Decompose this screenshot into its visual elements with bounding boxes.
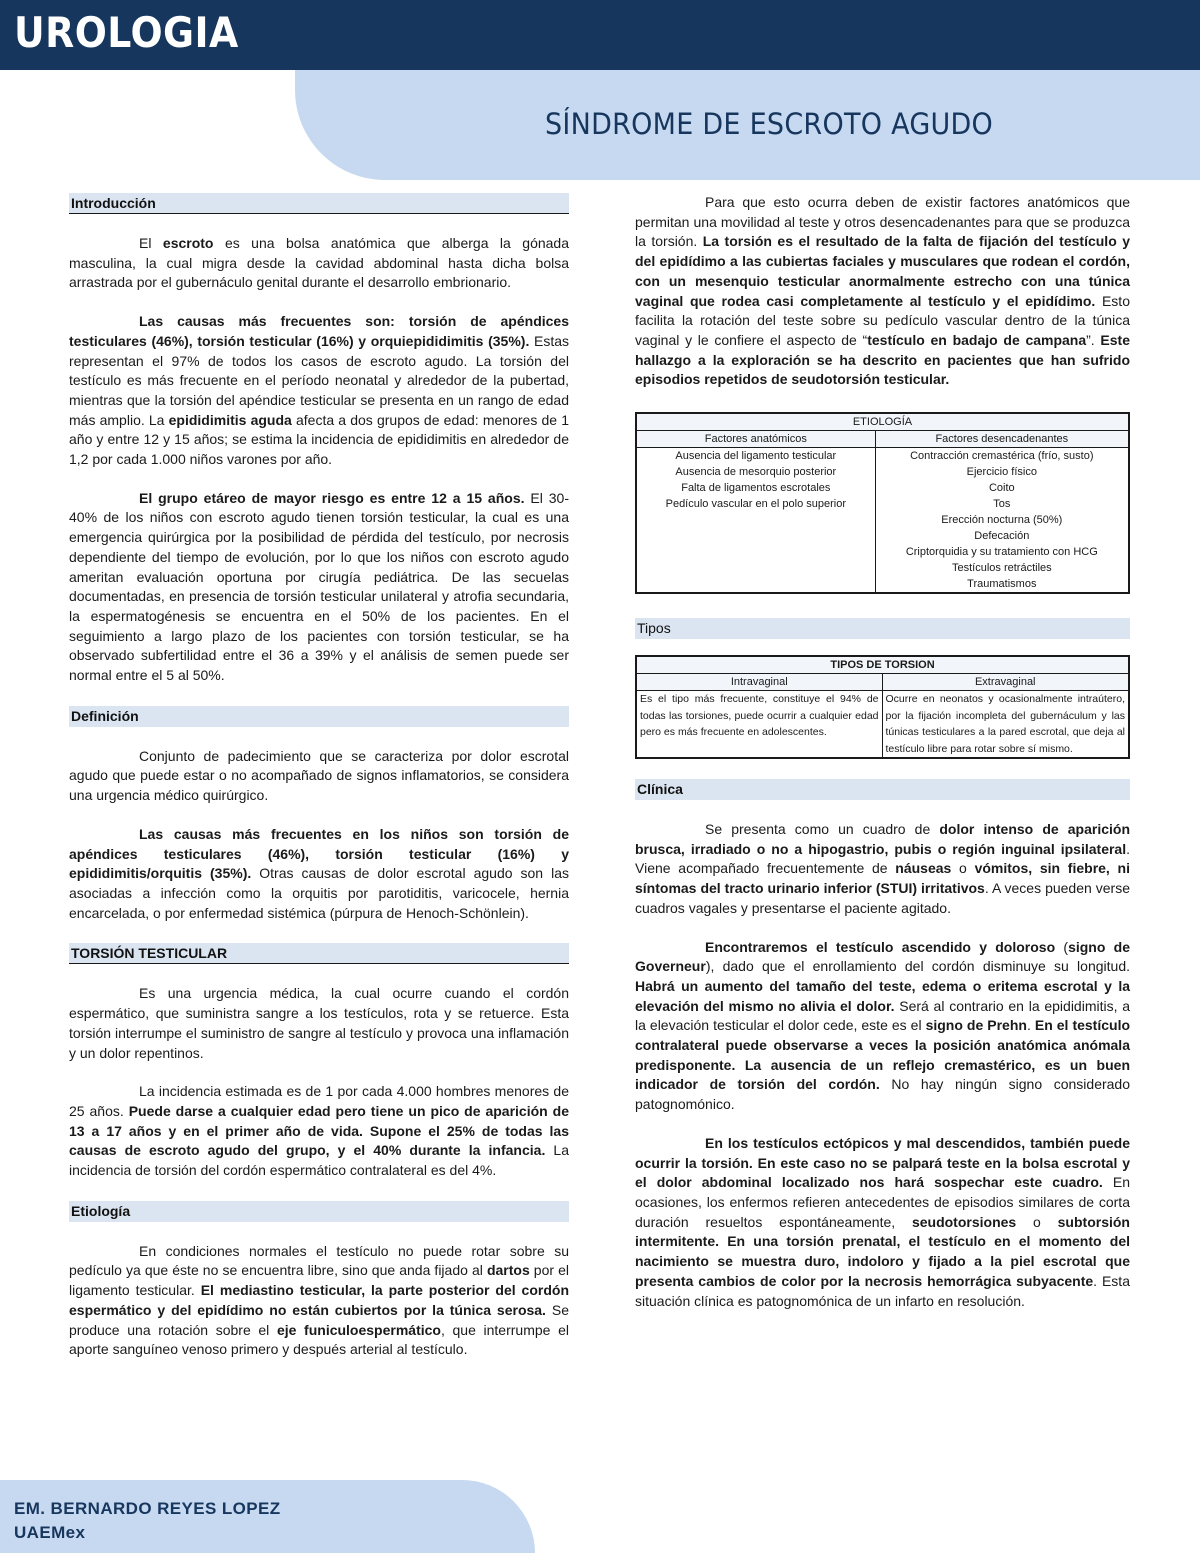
list-item: Pedículo vascular en el polo superior xyxy=(665,498,846,511)
list-item: Defecación xyxy=(974,530,1030,543)
column-header: Intravaginal xyxy=(636,674,882,691)
bold-text: eje funiculoespermático xyxy=(276,1321,441,1338)
list-item: Criptorquidia y su tratamiento con HCG xyxy=(905,546,1098,559)
text-run: La incidencia de torsión del cordón espermático contralateral es del 4%. xyxy=(69,1142,569,1179)
list-item: Erección nocturna (50%) xyxy=(941,514,1063,527)
section-heading-definicion: Definición xyxy=(69,706,569,727)
text-run: Será al contrario en la epididimitis, a la elevación testicular el dolor cede, este es el xyxy=(635,997,1131,1034)
left-column xyxy=(69,193,569,1360)
bold-text: Puede darse a cualquier edad pero tiene un pico de aparición de 13 a 17 años y en el primer año de vida. Supone el 25% de todas las causas de escroto agudo del grupo, y el 40% durante la infancia. xyxy=(69,1102,569,1159)
bold-text: dolor intenso de aparición brusca, irradiado o no a hipogastrio, pubis o región inguinal ipsilateral xyxy=(635,821,1130,857)
text-run: . xyxy=(1026,1017,1035,1034)
text-run: , que interrumpe el aporte sanguíneo venoso primero y después arterial al testículo. xyxy=(69,1321,569,1358)
text-run: Se produce una rotación sobre el xyxy=(69,1301,569,1338)
paragraph xyxy=(69,1242,569,1360)
table-caption: TIPOS DE TORSION xyxy=(636,656,1129,674)
text-run: ), dado que el enrollamiento del cordón disminuye su longitud. xyxy=(705,958,1130,975)
text-run: El xyxy=(139,235,163,251)
text-run: ”. xyxy=(1086,331,1101,348)
author-institution: UAEMex xyxy=(14,1523,86,1542)
list-item: Falta de ligamentos escrotales xyxy=(681,482,831,495)
text-run: Otras causas de dolor escrotal agudo son las asociadas a infección como la orquitis por parotiditis, varicocele, hernia encarcelada, o por enfermedad sistémica (púrpura de Henoch-Schönlein). xyxy=(69,865,569,921)
paragraph xyxy=(635,820,1130,919)
bold-text: En los testículos ectópicos y mal descendidos, también puede ocurrir la torsión. En este caso no se palpará teste en la bolsa escrotal y el dolor abdominal localizado nos hará sospechar este cuadro. xyxy=(635,1134,1130,1191)
section-heading-clinica: Clínica xyxy=(635,779,1130,800)
text-run: Estas representan el 97% de todos los casos de escroto agudo. La torsión del testículo es más frecuente en el período neonatal y alrededor de la pubertad, mientras que la torsión del apéndice testicular se presenta en un rango de edad más amplio. La xyxy=(69,332,569,428)
bold-text: El mediastino testicular, la parte posterior del cordón espermático y del epidídimo no están cubiertos por la túnica serosa. xyxy=(69,1282,570,1318)
column-header: Factores desencadenantes xyxy=(875,431,1129,448)
bold-text: La torsión es el resultado de la falta de fijación del testículo y del epidídimo a las cubiertas faciales y musculares que rodean el cordón, con un mesenquio testicular anormalmente estrecho con una túnica vaginal que rodea casi completamente al testículo y el epidídimo. xyxy=(635,233,1130,309)
text-run: es una bolsa anatómica que alberga la gónada masculina, la cual migra desde la cavidad abdominal hasta dicha bolsa arrastrada por el gubernáculo genital durante el desarrollo embrionario. xyxy=(69,235,569,291)
list-item: Coito xyxy=(988,482,1015,495)
list-item: Ausencia del ligamento testicular xyxy=(675,450,837,463)
text-run: Es una urgencia médica, la cual ocurre cuando el cordón espermático, que suministra sangre a los testículos, rota y se retuerce. Esta torsión interrumpe el suministro de sangre al testículo y provoca una inflamación y un dolor repentinos. xyxy=(69,985,569,1061)
text-run: Se presenta como un cuadro de xyxy=(705,821,940,838)
bold-text: Las causas más frecuentes son: torsión de apéndices testiculares (46%), torsión testicular (16%) y orquiepididimitis (35%). xyxy=(69,313,569,349)
bold-text: Las causas más frecuentes en los niños son torsión de apéndices testiculares (46%), torsión testicular (16%) y epididimitis/orquitis (35%). xyxy=(69,825,569,882)
text-run: afecta a dos grupos de edad: menores de 1 año y entre 12 y 15 años; se estima la incidencia de epididimitis en alrededor de 1,2 por cada 1.000 niños varones por año. xyxy=(69,411,570,468)
paragraph xyxy=(69,1082,569,1181)
text-run: . A veces pueden verse cuadros vagales y presentarse el paciente agitado. xyxy=(635,880,1130,916)
text-run: En ocasiones, los enfermos refieren antecedentes de episodios similares de corta duración resueltos espontáneamente, xyxy=(635,1174,1130,1230)
journal-title: UROLOGIA xyxy=(14,8,239,57)
list-item: Contracción cremastérica (frío, susto) xyxy=(910,450,1094,463)
table-cell: Es el tipo más frecuente, constituye el 94% de todas las torsiones, puede ocurrir a cualquier edad pero es más frecuente en adolescentes. xyxy=(640,693,879,739)
text-run: ( xyxy=(1055,938,1069,955)
bold-text: náuseas xyxy=(895,860,952,877)
bold-text: signo de Prehn xyxy=(925,1017,1027,1034)
section-heading-tipos: Tipos xyxy=(635,618,1130,639)
section-heading-etiologia: Etiología xyxy=(69,1201,569,1222)
paragraph xyxy=(69,747,569,806)
paragraph xyxy=(635,1134,1130,1311)
section-heading-torsion-testicular: TORSIÓN TESTICULAR xyxy=(69,943,569,964)
bold-text: subtorsión intermitente. En una torsión prenatal, el testículo en el momento del nacimiento se muestra duro, indoloro y fijado a la piel escrotal que presenta cambios de color por la necrosis hemorrágica subyacente xyxy=(635,1213,1130,1289)
text-run: Esto facilita la rotación del teste sobre su pedículo vascular dentro de la túnica vaginal y le confiere el aspecto de “ xyxy=(635,292,1130,348)
right-column xyxy=(635,193,1130,1311)
text-run: . Viene acompañado frecuentemente de xyxy=(635,840,1130,877)
bold-text: escroto xyxy=(162,235,214,251)
text-run: Para que esto ocurra deben de existir factores anatómicos que permitan una movilidad al teste y otros desencadenantes para que se produzca la torsión. xyxy=(635,194,1130,250)
trigger-factors-list xyxy=(875,448,1129,594)
column-header: Extravaginal xyxy=(882,674,1129,691)
bold-text: seudotorsiones xyxy=(911,1213,1017,1230)
table-caption: ETIOLOGÍA xyxy=(636,413,1129,431)
table-cell: Ocurre en neonatos y ocasionalmente intraútero, por la fijación incompleta del gubernáculum y las túnicas testiculares a la pared escrotal, que deja al testículo libre para rotar sobre sí mismo. xyxy=(882,691,1129,759)
torsion-types-table xyxy=(635,655,1130,759)
text-run: por el ligamento testicular. xyxy=(69,1262,569,1299)
bold-text: testículo en badajo de campana xyxy=(867,331,1087,348)
bold-text: epididimitis aguda xyxy=(168,411,292,428)
paragraph xyxy=(635,938,1130,1115)
text-run: El 30-40% de los niños con escroto agudo tienen torsión testicular, la cual es una emergencia quirúrgica por la posibilidad de pérdida del testículo, por necrosis dependiente del tiempo de evolución, por lo que los niños con escroto agudo ameritan evaluación oportuna por cirugía pediátrica. De las secuelas documentadas, en presencia de torsión testicular unilateral y atrofia secundaria, la espermatogénesis se encuentra en el 50% de los pacientes. En el seguimiento a largo plazo de los pacientes con torsión testicular, se ha observado subfertilidad entre el 36 a 39% y el análisis de semen puede ser normal entre el 5 al 50%. xyxy=(69,489,569,684)
text-run: La incidencia estimada es de 1 por cada 4.000 hombres menores de 25 años. xyxy=(69,1083,569,1119)
paragraph xyxy=(69,489,569,686)
text-run: Conjunto de padecimiento que se caracteriza por dolor escrotal agudo que puede estar o no acompañado de signos inflamatorios, se considera una urgencia médico quirúrgico. xyxy=(69,747,569,804)
paragraph xyxy=(635,193,1130,390)
text-run: No hay ningún signo considerado patognomónico. xyxy=(635,1076,1131,1113)
list-item: Traumatismos xyxy=(967,578,1037,591)
text-run: . Esta situación clínica es patognomónica de un infarto en resolución. xyxy=(635,1272,1130,1309)
anatomic-factors-list xyxy=(636,448,875,594)
paragraph xyxy=(69,234,569,293)
list-item: Testículos retráctiles xyxy=(951,562,1052,575)
text-run: o xyxy=(1016,1213,1058,1230)
section-heading-introduccion: Introducción xyxy=(69,193,569,214)
author-name: EM. BERNARDO REYES LOPEZ xyxy=(14,1499,281,1518)
column-header: Factores anatómicos xyxy=(636,431,875,448)
list-item: Tos xyxy=(993,498,1011,511)
bold-text: vómitos, sin fiebre, ni síntomas del tracto urinario inferior (STUI) irritativos xyxy=(635,860,1130,897)
bold-text: Habrá un aumento del tamaño del teste, edema o eritema escrotal y la elevación del mismo no alivia el dolor. xyxy=(635,977,1130,1014)
bold-text: El grupo etáreo de mayor riesgo es entre 12 a 15 años. xyxy=(139,489,525,506)
article-title: SÍNDROME DE ESCROTO AGUDO xyxy=(545,107,994,141)
bold-text: Este hallazgo a la exploración se ha descrito en pacientes que han sufrido episodios repetidos de seudotorsión testicular. xyxy=(635,331,1130,388)
paragraph xyxy=(69,312,569,470)
text-run: En condiciones normales el testículo no puede rotar sobre su pedículo ya que éste no se encuentra libre, sino que anda fijado al xyxy=(69,1242,569,1279)
paragraph xyxy=(69,984,569,1063)
bold-text: Encontraremos el testículo ascendido y doloroso xyxy=(705,938,1056,955)
list-item: Ausencia de mesorquio posterior xyxy=(675,466,837,479)
bold-text: dartos xyxy=(486,1262,530,1279)
bold-text: En el testículo contralateral puede observarse a veces la posición anatómica anómala predisponente. La ausencia de un reflejo cremastérico, es un buen indicador de torsión del cordón. xyxy=(635,1017,1131,1093)
paragraph xyxy=(69,825,569,924)
author-block xyxy=(14,1497,281,1545)
bold-text: signo de Governeur xyxy=(635,938,1130,975)
etiology-table xyxy=(635,412,1130,594)
list-item: Ejercicio físico xyxy=(966,466,1037,479)
text-run: o xyxy=(951,860,975,877)
